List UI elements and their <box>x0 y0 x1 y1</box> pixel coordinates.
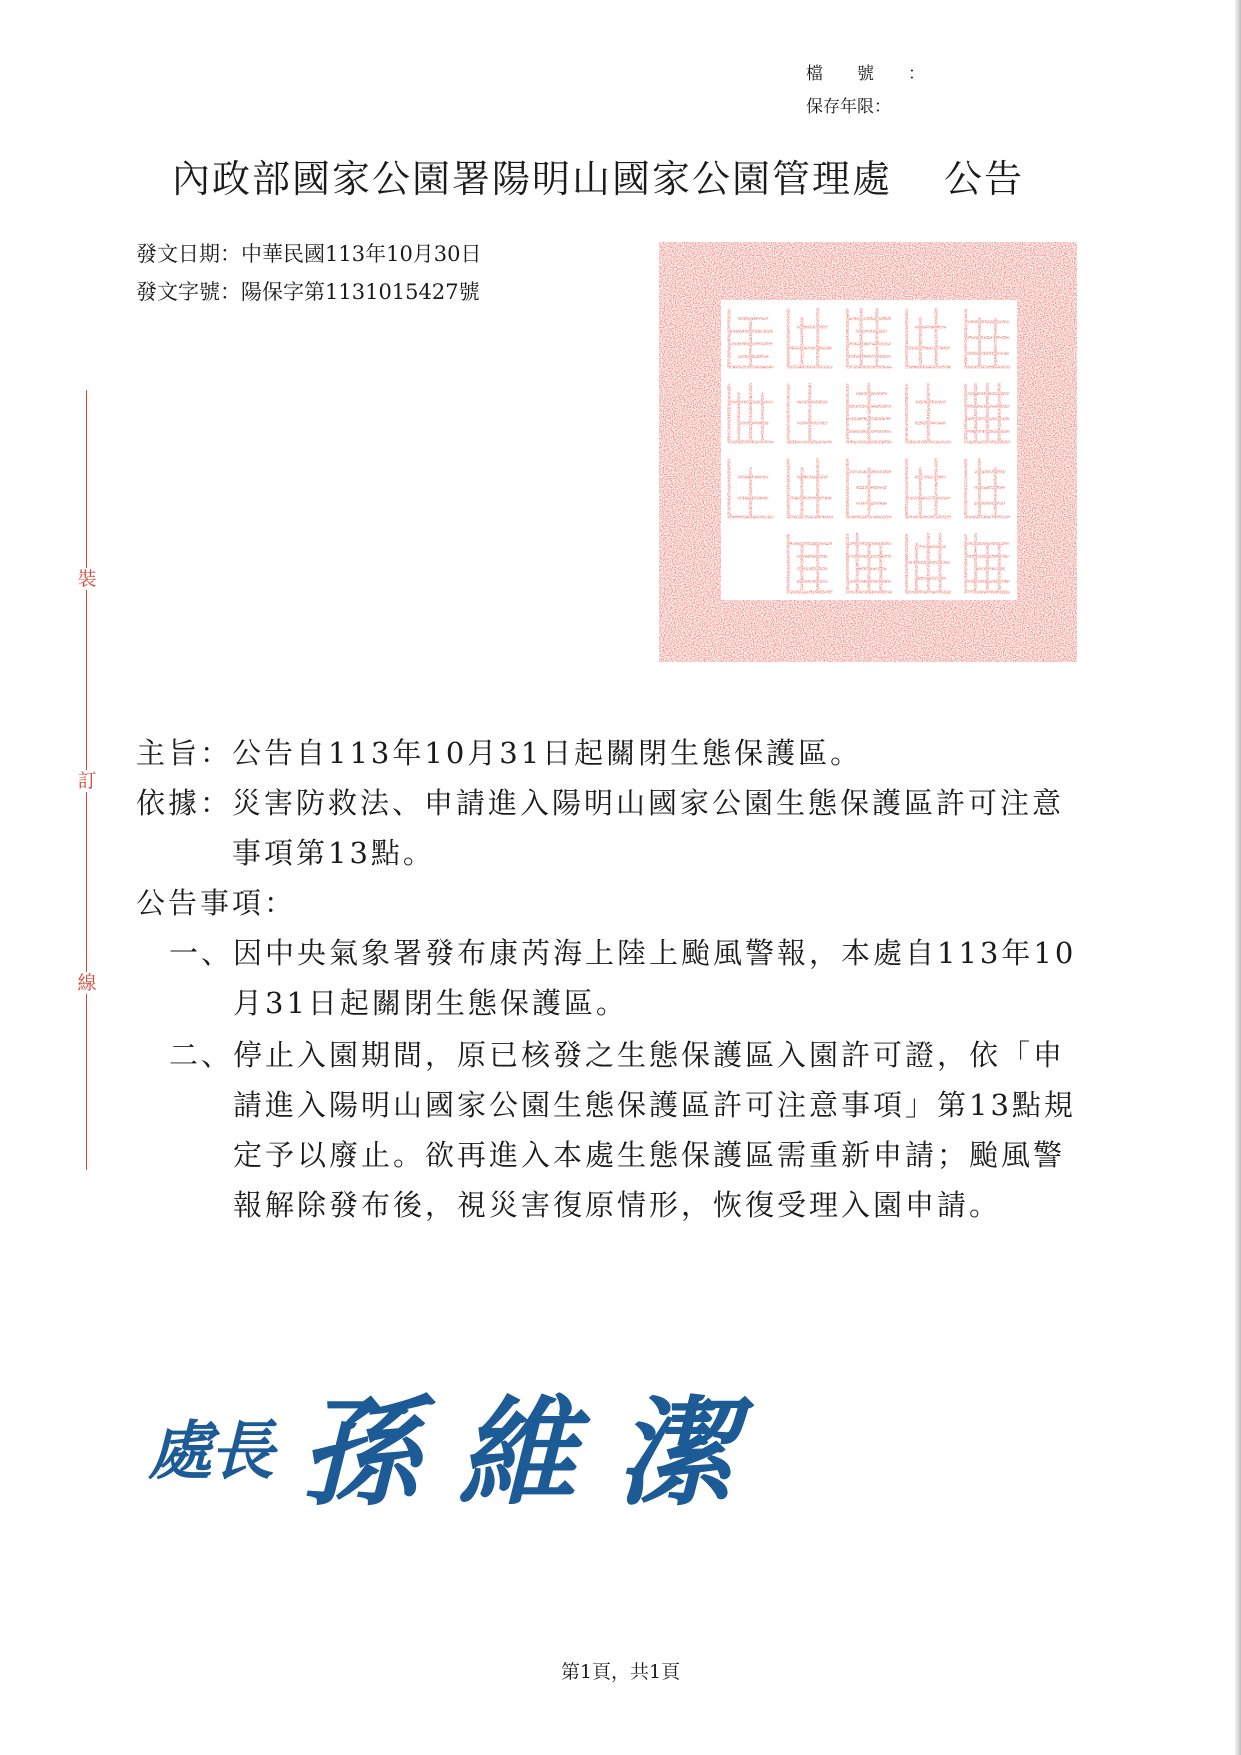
archive-info <box>806 58 959 124</box>
issue-date-label: 發文日期： <box>136 242 241 266</box>
binding-char-xian: 線 <box>77 972 97 994</box>
page-number: 第1頁，共1頁 <box>560 1661 681 1683</box>
document-title <box>172 148 1024 203</box>
notice-item-text: 停止入園期間，原已核發之生態保護區入園許可證，依「申請進入陽明山國家公園生態保護區許可注意事項」第13點規定予以廢止。欲再進入本處生態保護區需重新申請；颱風警報解除發布後，視災害復原情形，恢復受理入園申請。 <box>233 1038 1076 1222</box>
seal-glyph <box>966 459 1009 517</box>
seal-glyph <box>847 384 890 442</box>
seal-frame <box>659 242 1077 662</box>
notice-item-number: 二、 <box>169 1038 234 1072</box>
issue-date-row <box>136 235 482 273</box>
seal-glyph <box>788 535 831 592</box>
document-body <box>136 728 1086 1230</box>
file-no-label: 檔號： <box>806 64 959 84</box>
binding-char-ding: 訂 <box>77 770 97 792</box>
basis-row <box>136 778 1086 878</box>
seal-glyph <box>788 309 831 367</box>
binding-char-zhuang: 裝 <box>77 568 97 590</box>
notice-item-text: 因中央氣象署發布康芮海上陸上颱風警報，本處自113年10月31日起關閉生態保護區。 <box>233 936 1077 1020</box>
seal-glyph <box>847 534 890 592</box>
seal-glyph <box>788 384 831 442</box>
signature-name: 孫維潔 <box>300 1383 775 1522</box>
seal-glyph <box>729 384 772 442</box>
basis-label: 依據： <box>136 786 233 820</box>
file-no-row <box>806 58 959 91</box>
scan-edge-shadow <box>1234 0 1241 1755</box>
seal-glyph <box>729 460 772 517</box>
director-signature <box>148 1358 788 1522</box>
agency-name: 內政部國家公園署陽明山國家公園管理處 <box>172 157 893 201</box>
issue-date-value: 中華民國113年10月30日 <box>241 242 482 266</box>
seal-glyph <box>847 460 890 517</box>
retention-row <box>806 91 959 124</box>
issue-ref-row <box>136 273 482 311</box>
notice-item <box>136 928 1086 1028</box>
issue-ref-label: 發文字號： <box>136 280 241 304</box>
seal-glyph <box>729 310 772 367</box>
seal-glyph <box>966 384 1009 442</box>
retention-label: 保存年限： <box>806 97 891 117</box>
seal-glyph <box>966 310 1009 367</box>
notice-item-number: 一、 <box>169 936 234 970</box>
subject-label: 主旨： <box>136 736 233 770</box>
seal-glyph <box>907 309 950 367</box>
seal-glyph <box>907 384 950 442</box>
seal-glyph <box>847 309 890 367</box>
notice-item <box>136 1030 1086 1230</box>
seal-glyph <box>907 534 950 592</box>
seal-glyph <box>907 459 950 517</box>
document-type: 公告 <box>944 157 1025 201</box>
items-heading: 公告事項： <box>136 886 297 920</box>
basis-text: 災害防救法、申請進入陽明山國家公園生態保護區許可注意事項第13點。 <box>232 786 1065 870</box>
official-seal <box>659 242 1077 662</box>
issue-meta <box>136 235 482 311</box>
issue-ref-value: 陽保字第1131015427號 <box>241 280 480 304</box>
seal-glyph <box>966 534 1009 592</box>
subject-row <box>136 728 1086 778</box>
seal-glyph <box>788 459 831 517</box>
subject-text: 公告自113年10月31日起關閉生態保護區。 <box>232 736 863 770</box>
signature-title: 處長 <box>148 1414 272 1489</box>
